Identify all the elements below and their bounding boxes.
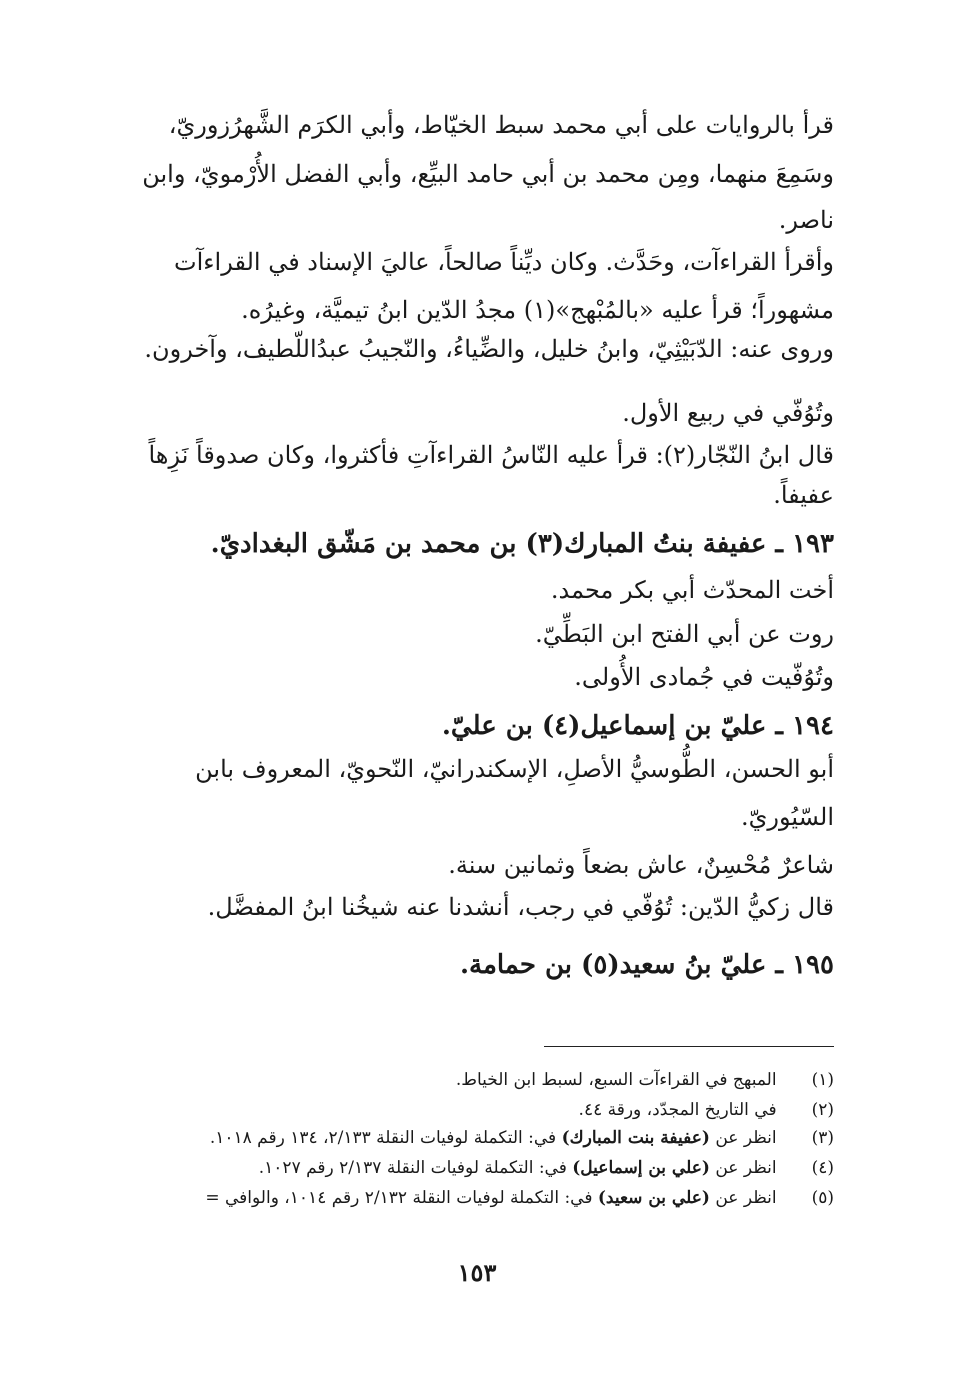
footnote-text-prefix: انظر عن bbox=[709, 1128, 777, 1148]
footnote-number: (٤) bbox=[811, 1158, 834, 1178]
footnote-number: (١) bbox=[811, 1070, 834, 1090]
text-line: شاعرٌ مُحْسِنٌ، عاش بضعاً وثمانين سنة. bbox=[448, 851, 834, 879]
entry-heading-193: ١٩٣ ـ عفيفة بنتُ المبارك(٣) بن محمد بن مَشّق البغداديّ. bbox=[210, 529, 834, 559]
entry-heading-195: ١٩٥ ـ عليّ بنُ سعيد(٥) بن حمامة. bbox=[459, 950, 834, 980]
text-line: وأقرأ القراءآت، وحَدَّث. وكان ديِّناً صالحاً، عاليَ الإسناد في القراءآت bbox=[173, 248, 834, 276]
text-line: السّيُوريّ. bbox=[740, 803, 834, 831]
footnote-text: في التاريخ المجدّد، ورقة ٤٤. bbox=[578, 1100, 777, 1120]
text-line: ناصر. bbox=[778, 206, 834, 234]
footnote-text: في: التكملة لوفيات النقلة ٢/١٣٢ رقم ١٠١٤، والوافي = bbox=[205, 1188, 598, 1208]
footnote-text: في: التكملة لوفيات النقلة ٢/١٣٧ رقم ١٠٢٧. bbox=[258, 1158, 573, 1178]
entry-heading-194: ١٩٤ ـ عليّ بن إسماعيل(٤) بن عليّ. bbox=[441, 711, 834, 741]
text-line: أبو الحسن، الطُّوسيُّ الأصلِ، الإسكندرانيّ، النّحويّ، المعروف بابن bbox=[195, 755, 834, 783]
footnote-number: (٣) bbox=[811, 1128, 834, 1148]
footnote-bold-name: (علي بن إسماعيل) bbox=[572, 1158, 710, 1178]
text-line: وروى عنه: الدّبَيْثِيّ، وابنُ خليل، والضِّياءُ، والنّجيبُ عبدُاللّطيف، وآخرون. bbox=[144, 335, 834, 363]
footnote bbox=[110, 1068, 834, 1092]
footnote-number: (٢) bbox=[811, 1100, 834, 1120]
text-line: مشهوراً؛ قرأ عليه «بالمُبْهج»(١) مجدُ الدّين ابنُ تيميَّة، وغيرُه. bbox=[241, 296, 834, 324]
footnote-bold-name: (عفيفة بنت المبارك) bbox=[561, 1128, 710, 1148]
footnote bbox=[110, 1126, 834, 1150]
footnote-bold-name: (علي بن سعيد) bbox=[597, 1188, 710, 1208]
footnote-text-prefix: انظر عن bbox=[709, 1158, 777, 1178]
footnote bbox=[110, 1098, 834, 1122]
page-number: ١٥٣ bbox=[457, 1258, 497, 1287]
text-line: قال ابنُ النّجّار(٢): قرأ عليه النّاسُ القراءآتِ فأكثروا، وكان صدوقاً نَزِهاً bbox=[148, 441, 834, 469]
text-line: قال زكيُّ الدّين: تُوُفّي في رجب، أنشدنا عنه شيخُنا ابنُ المفضَّل. bbox=[207, 893, 834, 921]
footnote-text-prefix: انظر عن bbox=[709, 1188, 777, 1208]
footnote-divider bbox=[544, 1046, 834, 1047]
footnote-number: (٥) bbox=[811, 1188, 834, 1208]
footnote-text: المبهج في القراءآت السبع، لسبط ابن الخياط. bbox=[455, 1070, 777, 1090]
text-line: قرأ بالروايات على أبي محمد سبط الخيّاط، وأبي الكرَم الشَّهرُزوريّ، bbox=[168, 111, 834, 139]
text-line: وسَمِعَ منهما، ومِن محمد بن أبي حامد البيِّع، وأبي الفضل الأُرْمويّ، وابن bbox=[142, 160, 834, 188]
text-line: وتُوُفّيت في جُمادى الأُولى. bbox=[574, 663, 834, 691]
footnote bbox=[110, 1156, 834, 1180]
text-line: وتُوُفّي في ربيع الأول. bbox=[622, 399, 834, 427]
text-line: أخت المحدّث أبي بكر محمد. bbox=[550, 576, 834, 604]
text-line: عفيفاً. bbox=[773, 481, 834, 509]
footnote bbox=[110, 1186, 834, 1210]
footnote-text: في: التكملة لوفيات النقلة ٢/١٣٣، ١٣٤ رقم ١٠١٨. bbox=[209, 1128, 562, 1148]
text-line: روت عن أبي الفتح ابن البَطِّيّ. bbox=[535, 620, 834, 648]
